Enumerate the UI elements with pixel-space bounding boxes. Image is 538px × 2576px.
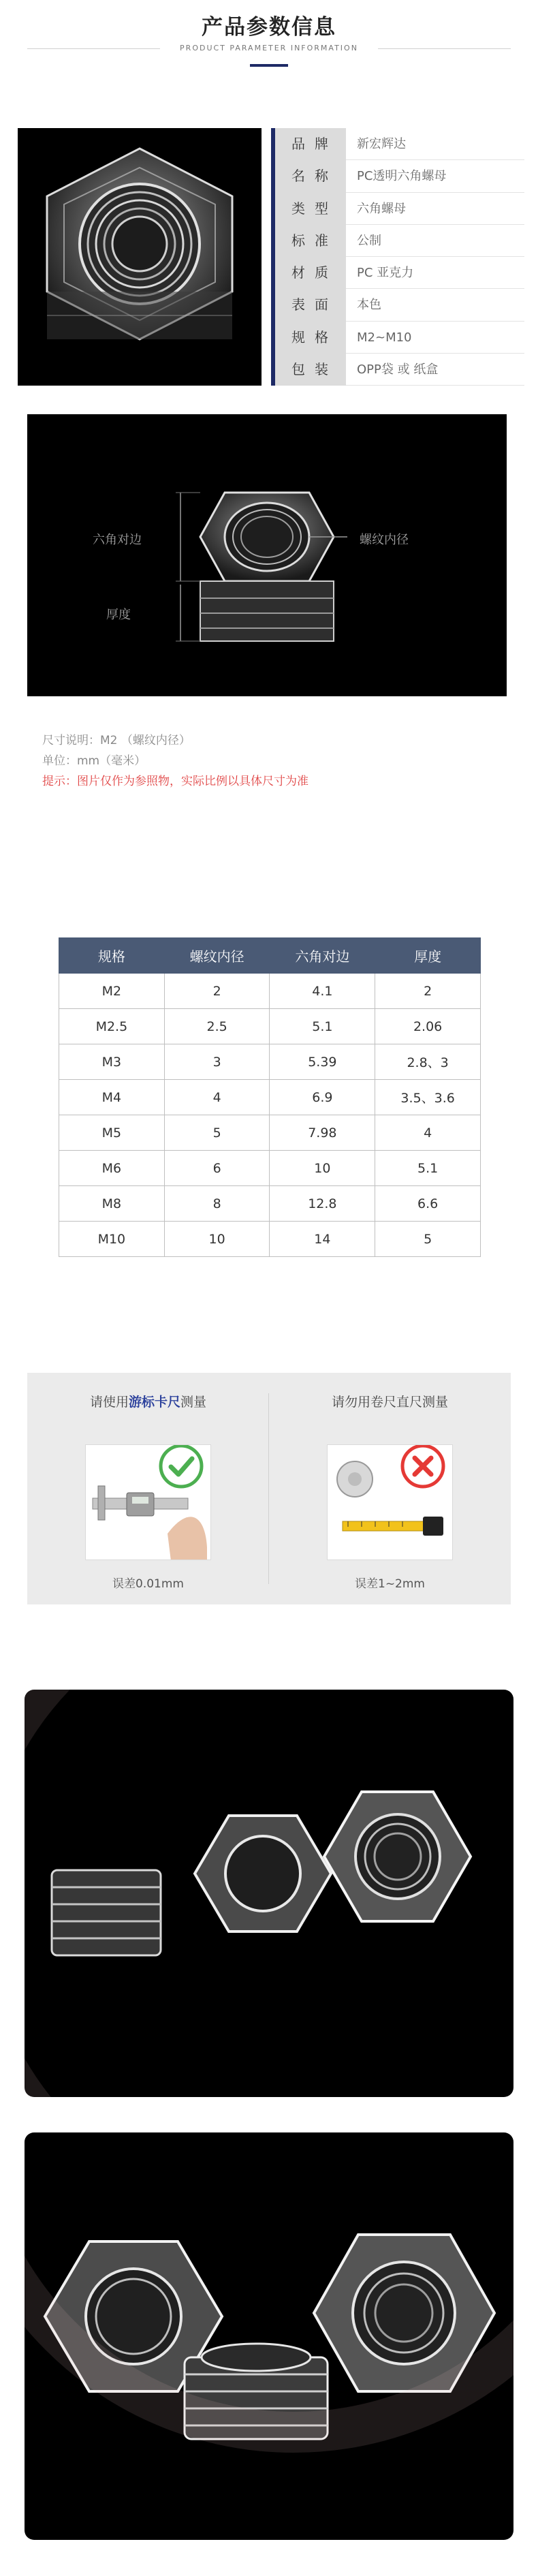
spec-key: 标准 (271, 225, 346, 257)
spec-value: M2~M10 (357, 330, 412, 345)
tape-measure-photo (327, 1444, 453, 1560)
tip-note: 提示：图片仅作为参照物，实际比例以具体尺寸为准 (42, 775, 308, 788)
hex-nut-illustration (18, 128, 262, 386)
cell: 6.9 (270, 1080, 375, 1115)
table-row (59, 1115, 481, 1151)
cell: 12.8 (270, 1186, 375, 1222)
caliper-photo (85, 1444, 211, 1560)
table-row (59, 1044, 481, 1080)
table-row (59, 1080, 481, 1115)
spec-key: 材质 (271, 257, 346, 289)
table-row (59, 1009, 481, 1044)
col-across-flats: 六角对边 (270, 938, 375, 974)
cell: 4.1 (270, 974, 375, 1009)
cell: M4 (59, 1080, 165, 1115)
cross-icon (399, 1444, 447, 1490)
measure-correct-prefix: 请使用 (89, 1395, 129, 1410)
spec-key: 品牌 (271, 128, 346, 160)
cell: M6 (59, 1151, 165, 1186)
measure-correct-caption: 误差0.01mm (112, 1577, 184, 1591)
spec-value: 六角螺母 (357, 201, 406, 216)
measure-incorrect-title: 请勿用卷尺直尺测量 (331, 1395, 448, 1410)
cell: 2.8、3 (375, 1044, 481, 1080)
spec-row-brand (271, 128, 524, 160)
unit-note: 单位：mm（毫米） (42, 754, 146, 768)
measure-incorrect-caption: 误差1~2mm (355, 1577, 425, 1591)
cell: 7.98 (270, 1115, 375, 1151)
cell: 5.1 (270, 1009, 375, 1044)
table-row (59, 1151, 481, 1186)
table-row (59, 974, 481, 1009)
spec-value: PC 亚克力 (357, 266, 414, 280)
size-table-header (59, 938, 481, 974)
table-row (59, 1222, 481, 1257)
cell: 5 (164, 1115, 270, 1151)
spec-row-packaging (271, 354, 524, 386)
check-icon (157, 1444, 205, 1490)
cell: 4 (164, 1080, 270, 1115)
cell: 5.39 (270, 1044, 375, 1080)
spec-key: 表面 (271, 289, 346, 321)
spec-row-type (271, 193, 524, 225)
size-note: 尺寸说明：M2 （螺纹内径） (42, 734, 191, 747)
table-row (59, 1186, 481, 1222)
spec-value: OPP袋 或 纸盒 (357, 362, 439, 377)
cell: M2 (59, 974, 165, 1009)
dimension-diagram (27, 414, 507, 696)
cell: 5.1 (375, 1151, 481, 1186)
measure-correct-suffix: 测量 (180, 1395, 207, 1410)
spec-value: PC透明六角螺母 (357, 169, 447, 184)
cell: M5 (59, 1115, 165, 1151)
dimension-nut-illustration (27, 414, 507, 696)
measure-correct-title (27, 1392, 269, 1410)
product-showcase-1 (25, 1690, 513, 2097)
measure-correct-highlight: 游标卡尺 (128, 1395, 180, 1410)
header-divider-right (378, 48, 511, 49)
cell: 3.5、3.6 (375, 1080, 481, 1115)
label-thread-diameter: 螺纹内径 (360, 533, 409, 547)
spec-row-standard (271, 225, 524, 257)
cell: 8 (164, 1186, 270, 1222)
spec-row-surface (271, 289, 524, 321)
cell: 3 (164, 1044, 270, 1080)
spec-row-spec (271, 322, 524, 354)
cell: 10 (164, 1222, 270, 1257)
spec-key: 规格 (271, 322, 346, 354)
cell: M8 (59, 1186, 165, 1222)
spec-row-name (271, 160, 524, 192)
col-thickness: 厚度 (375, 938, 481, 974)
spec-value: 新宏辉达 (357, 137, 406, 151)
nuts-showcase-2-illustration (25, 2132, 513, 2540)
nuts-showcase-1-illustration (25, 1690, 513, 2097)
spec-value: 本色 (357, 298, 381, 313)
section-header (0, 0, 538, 75)
cell: 10 (270, 1151, 375, 1186)
cell: M3 (59, 1044, 165, 1080)
label-thickness: 厚度 (106, 608, 131, 622)
cell: 5 (375, 1222, 481, 1257)
cell: 2.06 (375, 1009, 481, 1044)
measurement-guide (27, 1373, 511, 1604)
cell: 14 (270, 1222, 375, 1257)
cell: 4 (375, 1115, 481, 1151)
spec-key: 类型 (271, 193, 346, 225)
cell: 2.5 (164, 1009, 270, 1044)
col-thread-diameter: 螺纹内径 (164, 938, 270, 974)
col-spec: 规格 (59, 938, 165, 974)
cell: 6 (164, 1151, 270, 1186)
spec-table (271, 128, 524, 386)
spec-row-material (271, 257, 524, 289)
spec-key: 名称 (271, 160, 346, 192)
cell: M10 (59, 1222, 165, 1257)
cell: 6.6 (375, 1186, 481, 1222)
product-showcase-2 (25, 2132, 513, 2540)
page-subtitle: PRODUCT PARAMETER INFORMATION (180, 44, 358, 52)
header-accent-bar (250, 64, 288, 67)
spec-value: 公制 (357, 233, 381, 248)
cell: 2 (164, 974, 270, 1009)
cell: M2.5 (59, 1009, 165, 1044)
product-photo (18, 128, 262, 386)
label-across-flats: 六角对边 (93, 533, 142, 547)
size-table (59, 937, 481, 1257)
cell: 2 (375, 974, 481, 1009)
page-title: 产品参数信息 (202, 15, 336, 40)
measure-incorrect (269, 1373, 511, 1604)
spec-key: 包装 (271, 354, 346, 386)
measure-correct (27, 1373, 269, 1604)
